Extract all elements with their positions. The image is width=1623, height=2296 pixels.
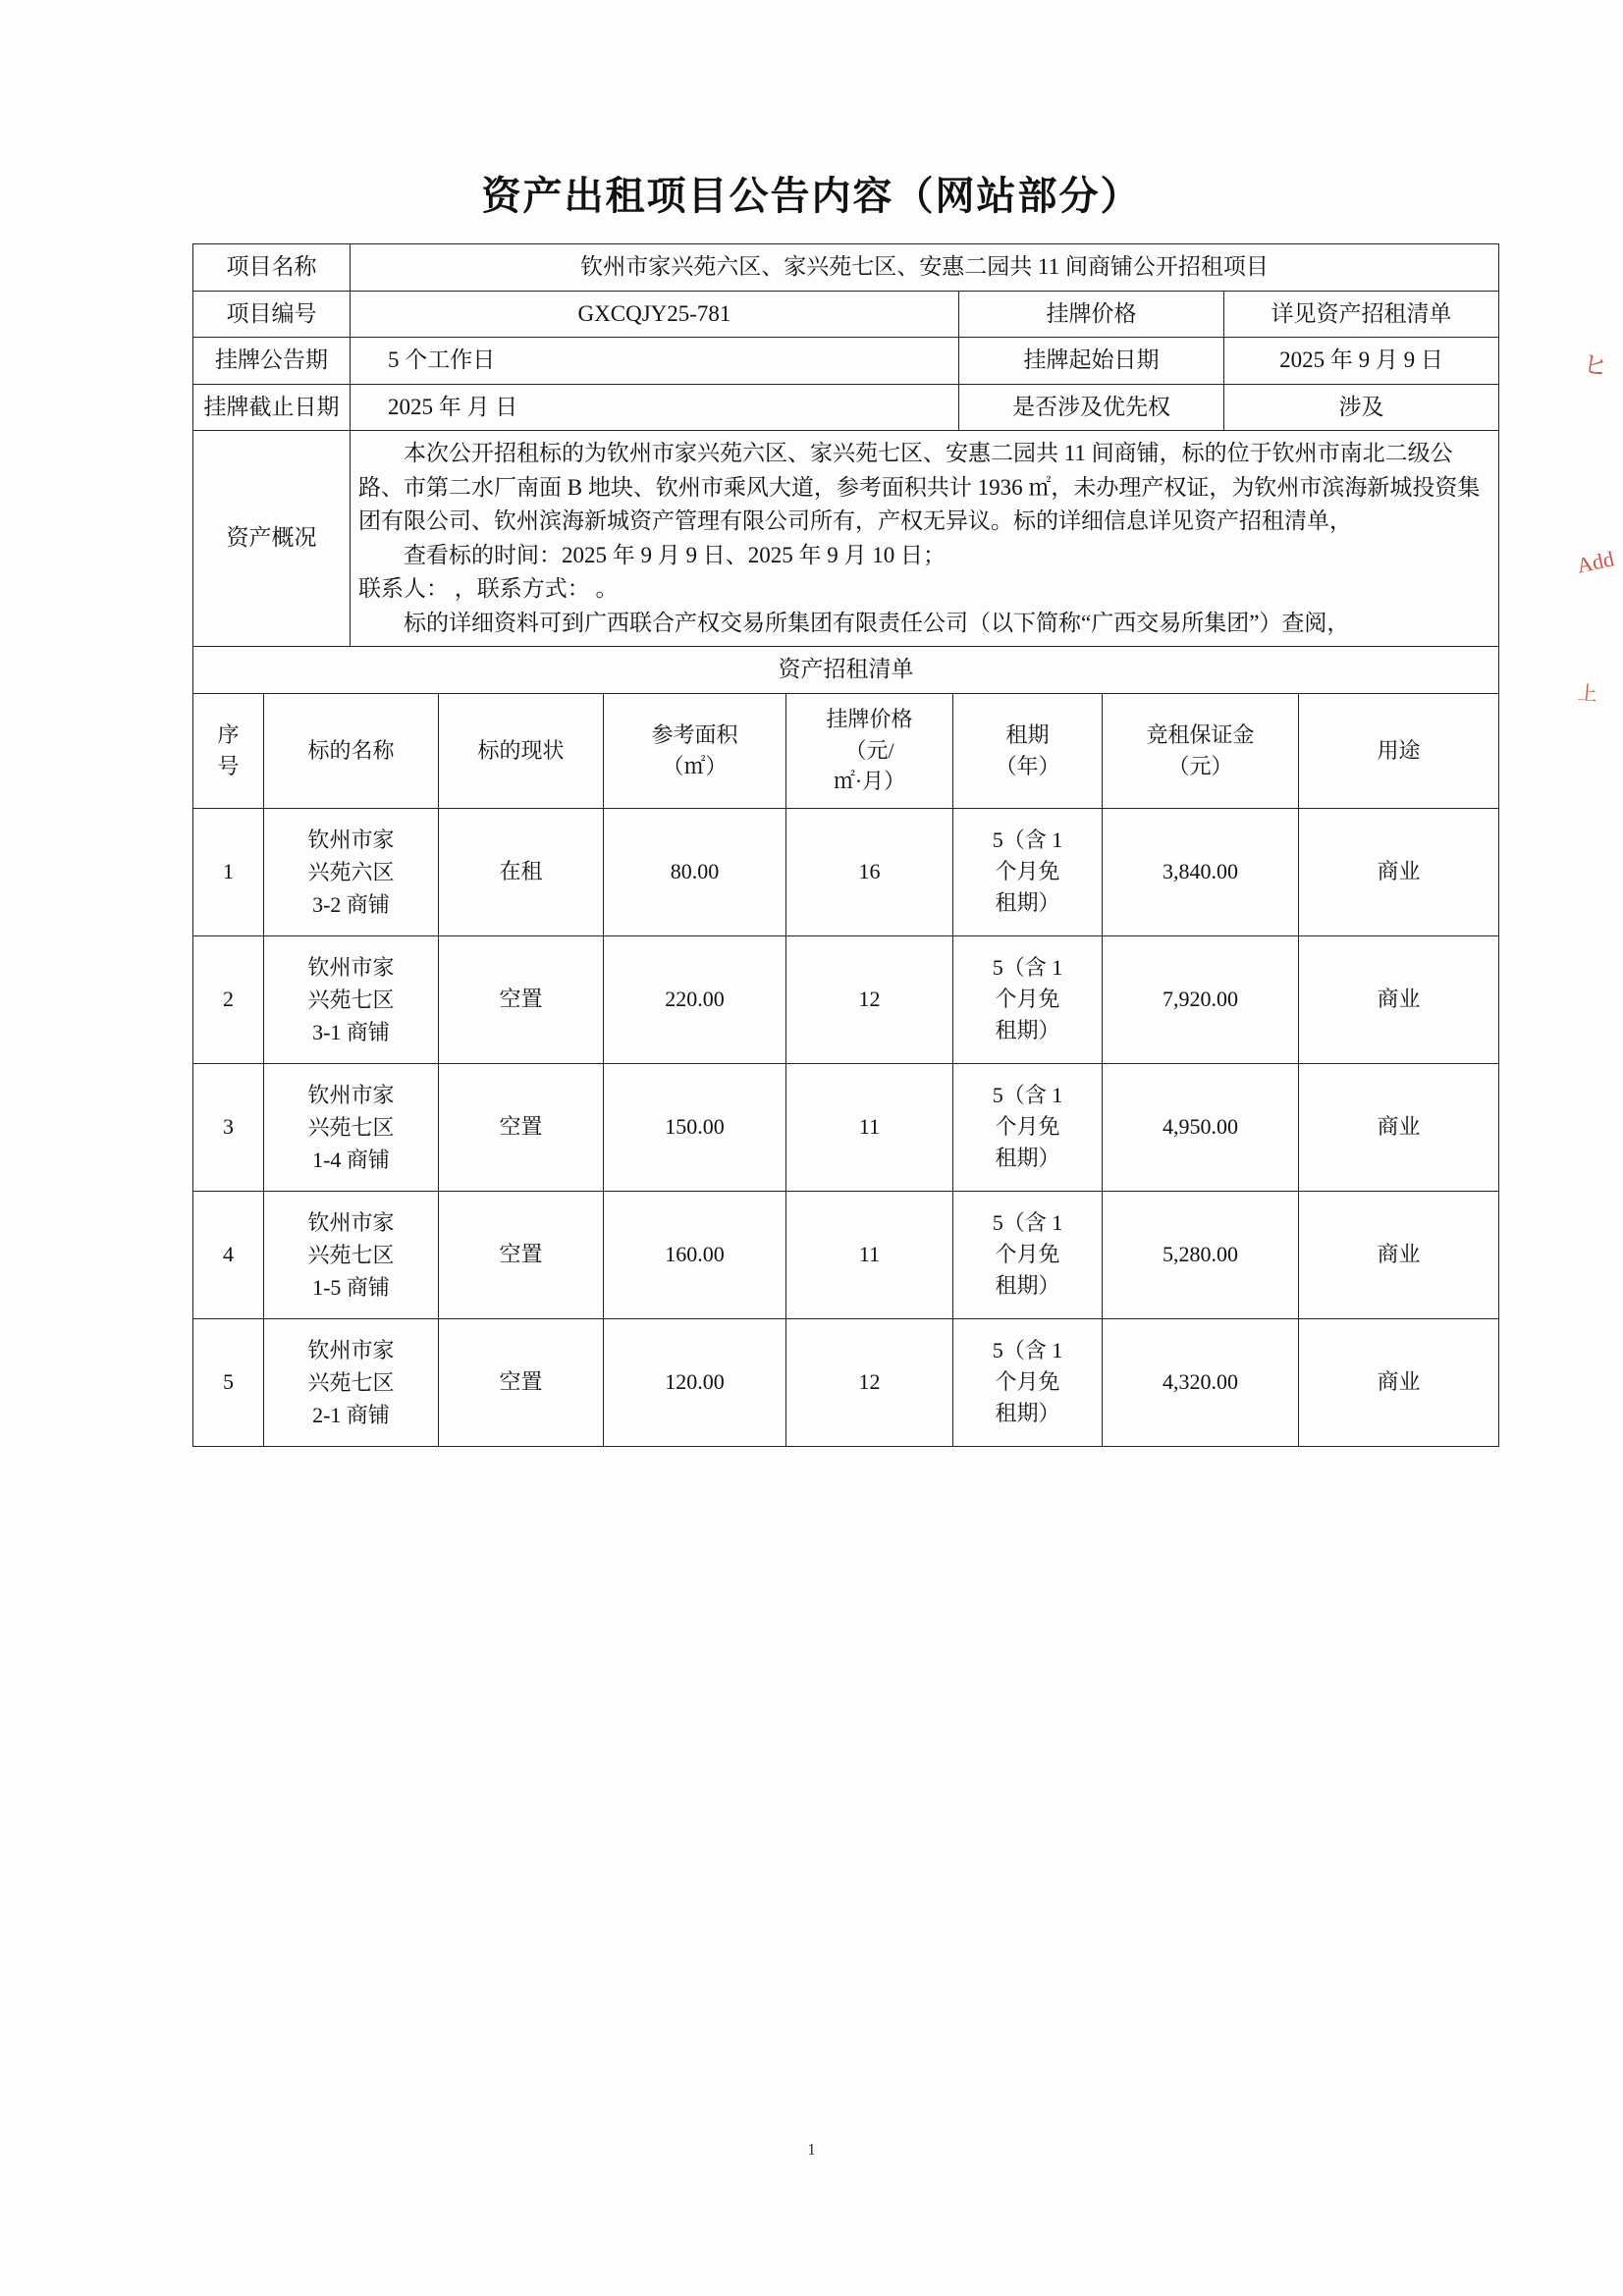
- cell-name: [264, 1063, 439, 1191]
- cell-term: [953, 1191, 1103, 1318]
- cell-status: 空置: [439, 1191, 604, 1318]
- cell-term-line: 租期）: [995, 1145, 1060, 1170]
- cell-no: 3: [193, 1063, 264, 1191]
- col-header-deposit-line2: （元）: [1167, 753, 1233, 778]
- table-row: [193, 338, 1499, 385]
- cell-name-line: 1-5 商铺: [312, 1274, 390, 1300]
- asset-overview-text: [351, 431, 1499, 647]
- cell-name-line: 钦州市家: [307, 1082, 395, 1107]
- cell-price: 16: [786, 808, 953, 935]
- col-header-deposit: [1103, 693, 1299, 808]
- table-row: [193, 244, 1499, 292]
- cell-term-line: 个月免: [995, 859, 1060, 884]
- cell-status: 在租: [439, 808, 604, 935]
- cell-price: 11: [786, 1191, 953, 1318]
- cell-deposit: 4,950.00: [1103, 1063, 1299, 1191]
- cell-status: 空置: [439, 935, 604, 1063]
- asset-overview-label: 资产概况: [193, 431, 351, 647]
- col-header-term-line2: （年）: [995, 753, 1060, 778]
- table-row: [193, 291, 1499, 338]
- cell-name-line: 钦州市家: [307, 1209, 395, 1235]
- cell-term-line: 个月免: [995, 1369, 1060, 1395]
- cell-name-line: 钦州市家: [307, 827, 395, 852]
- cell-price: 12: [786, 1318, 953, 1446]
- col-header-deposit-line1: 竞租保证金: [1146, 721, 1255, 747]
- col-header-area-line2: （㎡）: [662, 753, 728, 778]
- cell-deposit: 3,840.00: [1103, 808, 1299, 935]
- project-name-value: 钦州市家兴苑六区、家兴苑七区、安惠二园共 11 间商铺公开招租项目: [351, 244, 1499, 292]
- project-name-label: 项目名称: [193, 244, 351, 292]
- col-header-price-line3: ㎡·月）: [833, 769, 906, 794]
- margin-mark-1: ヒ: [1580, 349, 1610, 382]
- cell-name: [264, 1191, 439, 1318]
- cell-name-line: 兴苑七区: [307, 1242, 395, 1267]
- listing-price-label: 挂牌价格: [959, 291, 1224, 338]
- cell-name: [264, 935, 439, 1063]
- project-code-label: 项目编号: [193, 291, 351, 338]
- cell-name-line: 3-2 商铺: [312, 891, 390, 917]
- cell-name-line: 兴苑六区: [307, 859, 395, 884]
- col-header-area-line1: 参考面积: [651, 721, 738, 747]
- asset-list-section-title: 资产招租清单: [193, 647, 1499, 694]
- cell-term-line: 5（含 1: [992, 1083, 1063, 1108]
- page-title: 资产出租项目公告内容（网站部分）: [481, 174, 1142, 218]
- cell-area: 120.00: [604, 1318, 786, 1446]
- project-info-table: [192, 243, 1499, 694]
- listing-end-date-value: 2025 年 月 日: [351, 384, 959, 431]
- listing-start-date-value: 2025 年 9 月 9 日: [1224, 338, 1499, 385]
- overview-paragraph-2: 查看标的时间：2025 年 9 月 9 日、2025 年 9 月 10 日；: [404, 542, 946, 567]
- table-row: [193, 1318, 1499, 1446]
- cell-no: 4: [193, 1191, 264, 1318]
- cell-use: 商业: [1299, 1063, 1499, 1191]
- cell-term-line: 5（含 1: [992, 828, 1063, 853]
- cell-term-line: 租期）: [995, 1017, 1060, 1042]
- cell-term-line: 个月免: [995, 987, 1060, 1012]
- table-row: [193, 808, 1499, 935]
- cell-name-line: 钦州市家: [307, 954, 395, 980]
- cell-name-line: 兴苑七区: [307, 1114, 395, 1140]
- cell-term-line: 5（含 1: [992, 955, 1063, 981]
- cell-name: [264, 1318, 439, 1446]
- cell-term: [953, 808, 1103, 935]
- col-header-no-line2: 号: [217, 753, 240, 778]
- col-header-status: 标的现状: [439, 693, 604, 808]
- cell-name-line: 1-4 商铺: [312, 1147, 390, 1172]
- cell-term-line: 租期）: [995, 889, 1060, 915]
- overview-paragraph-1: 本次公开招租标的为钦州市家兴苑六区、家兴苑七区、安惠二园共 11 间商铺，标的位于钦州市南北二级公路、市第二水厂南面 B 地块、钦州市乘风大道，参考面积共计 1936 ㎡，未办理产权证，为钦州市滨海新城投资集团有限公司、钦州滨海新城资产管理有限公司所有，产权无异议。标的详细信息详见资产招租清单，: [358, 441, 1481, 533]
- col-header-name: 标的名称: [264, 693, 439, 808]
- cell-use: 商业: [1299, 1191, 1499, 1318]
- cell-area: 220.00: [604, 935, 786, 1063]
- table-row: [193, 1191, 1499, 1318]
- col-header-area: [604, 693, 786, 808]
- table-row-asset-overview: [193, 431, 1499, 647]
- cell-term: [953, 935, 1103, 1063]
- col-header-price-line2: （元/: [844, 737, 894, 763]
- margin-mark-3: 上: [1576, 682, 1598, 706]
- cell-term-line: 租期）: [995, 1400, 1060, 1425]
- cell-no: 1: [193, 808, 264, 935]
- cell-term-line: 个月免: [995, 1114, 1060, 1140]
- cell-term-line: 个月免: [995, 1242, 1060, 1267]
- cell-name-line: 钦州市家: [307, 1337, 395, 1362]
- announcement-period-value: 5 个工作日: [351, 338, 959, 385]
- cell-deposit: 4,320.00: [1103, 1318, 1299, 1446]
- cell-use: 商业: [1299, 1318, 1499, 1446]
- cell-name-line: 兴苑七区: [307, 1369, 395, 1395]
- table-row: [193, 384, 1499, 431]
- cell-term: [953, 1318, 1103, 1446]
- col-header-price: [786, 693, 953, 808]
- cell-term-line: 租期）: [995, 1272, 1060, 1298]
- listing-price-value: 详见资产招租清单: [1224, 291, 1499, 338]
- overview-paragraph-3: 标的详细资料可到广西联合产权交易所集团有限责任公司（以下简称“广西交易所集团”）查阅，: [404, 610, 1350, 635]
- cell-status: 空置: [439, 1318, 604, 1446]
- table-row: [193, 935, 1499, 1063]
- cell-price: 12: [786, 935, 953, 1063]
- announcement-period-label: 挂牌公告期: [193, 338, 351, 385]
- overview-contact-line: 联系人： ，联系方式： 。: [358, 576, 619, 601]
- asset-list-table: [192, 693, 1499, 1447]
- cell-area: 160.00: [604, 1191, 786, 1318]
- cell-term-line: 5（含 1: [992, 1210, 1063, 1236]
- cell-name-line: 2-1 商铺: [312, 1402, 390, 1427]
- col-header-term: [953, 693, 1103, 808]
- cell-term-line: 5（含 1: [992, 1338, 1063, 1363]
- cell-name: [264, 808, 439, 935]
- cell-name-line: 兴苑七区: [307, 987, 395, 1012]
- col-header-use: 用途: [1299, 693, 1499, 808]
- priority-right-value: 涉及: [1224, 384, 1499, 431]
- asset-list-header-row: [193, 693, 1499, 808]
- listing-start-date-label: 挂牌起始日期: [959, 338, 1224, 385]
- cell-area: 150.00: [604, 1063, 786, 1191]
- col-header-term-line1: 租期: [1005, 721, 1050, 747]
- cell-price: 11: [786, 1063, 953, 1191]
- margin-mark-2: Add: [1574, 546, 1616, 578]
- page-number: 1: [807, 2140, 816, 2159]
- cell-area: 80.00: [604, 808, 786, 935]
- cell-no: 5: [193, 1318, 264, 1446]
- cell-no: 2: [193, 935, 264, 1063]
- cell-status: 空置: [439, 1063, 604, 1191]
- cell-name-line: 3-1 商铺: [312, 1019, 390, 1044]
- col-header-no-line1: 序: [217, 721, 240, 747]
- listing-end-date-label: 挂牌截止日期: [193, 384, 351, 431]
- col-header-price-line1: 挂牌价格: [826, 706, 913, 731]
- cell-deposit: 5,280.00: [1103, 1191, 1299, 1318]
- priority-right-label: 是否涉及优先权: [959, 384, 1224, 431]
- cell-use: 商业: [1299, 808, 1499, 935]
- cell-term: [953, 1063, 1103, 1191]
- project-code-value: GXCQJY25-781: [351, 291, 959, 338]
- table-row: [193, 647, 1499, 694]
- cell-deposit: 7,920.00: [1103, 935, 1299, 1063]
- col-header-no: [193, 693, 264, 808]
- table-row: [193, 1063, 1499, 1191]
- cell-use: 商业: [1299, 935, 1499, 1063]
